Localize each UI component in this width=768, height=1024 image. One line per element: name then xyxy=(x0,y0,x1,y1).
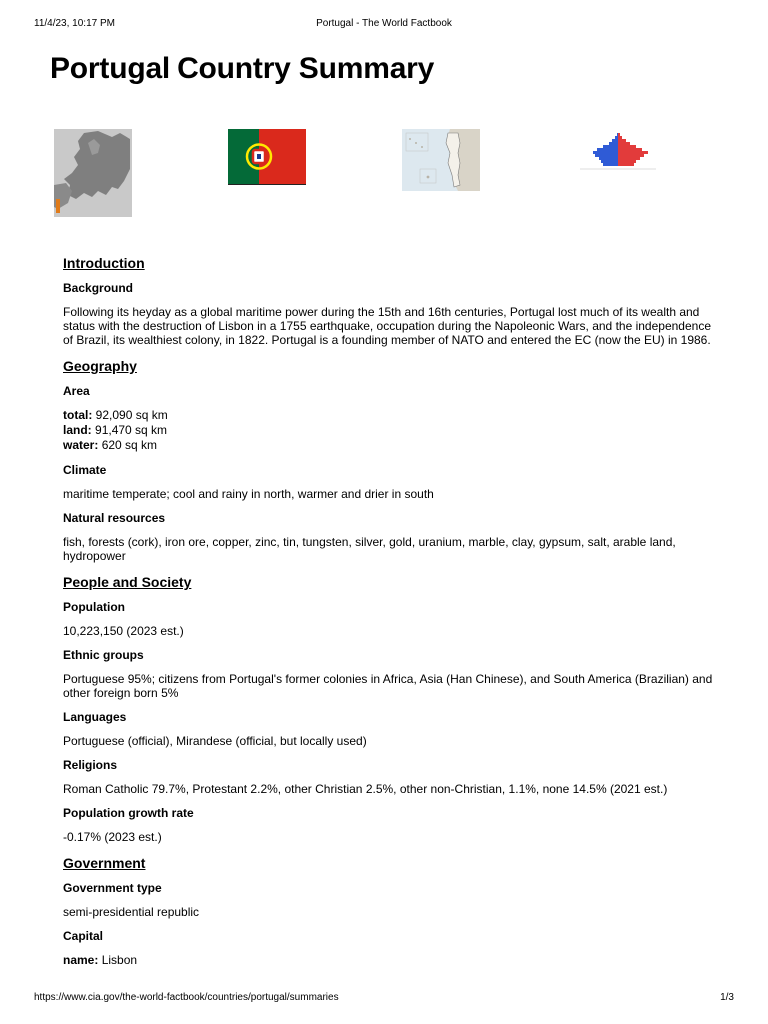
climate-text: maritime temperate; cool and rainy in north, warmer and drier in south xyxy=(63,487,434,501)
field-label-capital: Capital xyxy=(63,929,104,943)
population-growth-rate-text: -0.17% (2023 est.) xyxy=(63,830,162,844)
area-land-label: land: xyxy=(63,423,92,437)
area-land xyxy=(63,423,713,438)
population-pyramid-image[interactable] xyxy=(578,129,658,175)
section-heading-people-and-society[interactable]: People and Society xyxy=(63,574,192,590)
area-total-label: total: xyxy=(63,408,93,422)
field-label-religions: Religions xyxy=(63,758,118,772)
print-page-number: 1/3 xyxy=(720,992,734,1003)
area-values xyxy=(63,408,713,453)
religions-text: Roman Catholic 79.7%, Protestant 2.2%, other Christian 2.5%, other non-Christian, 1.1%, none 14.5% (2021 est.) xyxy=(63,782,668,796)
field-label-languages: Languages xyxy=(63,710,127,724)
area-water-value: 620 sq km xyxy=(101,438,158,452)
population-pyramid-icon xyxy=(578,129,658,175)
portugal-flag-icon xyxy=(228,129,306,185)
flag-image[interactable] xyxy=(228,129,306,185)
print-datetime: 11/4/23, 10:17 PM xyxy=(34,18,115,29)
print-url[interactable]: https://www.cia.gov/the-world-factbook/countries/portugal/summaries xyxy=(34,992,339,1003)
section-heading-introduction[interactable]: Introduction xyxy=(63,255,145,271)
portugal-map-icon xyxy=(402,129,480,191)
europe-map-icon xyxy=(54,129,132,217)
field-label-background: Background xyxy=(63,281,134,295)
capital-name-value: Lisbon xyxy=(101,953,138,967)
page-title-suffix: Country Summary xyxy=(177,52,435,85)
area-total xyxy=(63,408,713,423)
field-label-population-growth-rate: Population growth rate xyxy=(63,806,194,820)
population-text: 10,223,150 (2023 est.) xyxy=(63,624,184,638)
area-total-value: 92,090 sq km xyxy=(95,408,168,422)
summary-content xyxy=(63,254,713,977)
field-label-area: Area xyxy=(63,384,90,398)
capital-name xyxy=(63,953,713,967)
field-label-population: Population xyxy=(63,600,125,614)
page-title xyxy=(50,52,434,86)
print-page-title: Portugal - The World Factbook xyxy=(316,18,452,29)
ethnic-groups-text: Portuguese 95%; citizens from Portugal's former colonies in Africa, Asia (Han Chinese), and South America (Brazilian) and other foreign born 5% xyxy=(63,672,713,700)
languages-text: Portuguese (official), Mirandese (official, but locally used) xyxy=(63,734,367,748)
section-heading-geography[interactable]: Geography xyxy=(63,358,137,374)
field-label-climate: Climate xyxy=(63,463,107,477)
area-water xyxy=(63,438,713,453)
background-text: Following its heyday as a global maritime power during the 15th and 16th centuries, Portugal lost much of its wealth and status with the destruction of Lisbon in a 1755 earthquake, occupation during the Napoleonic Wars, and the independence of Brazil, its wealthiest colony, in 1822. Portugal is a founding member of NATO and entered the EC (now the EU) in 1986. xyxy=(63,305,711,347)
field-label-government-type: Government type xyxy=(63,881,162,895)
section-heading-government[interactable]: Government xyxy=(63,855,146,871)
page-title-country: Portugal xyxy=(50,52,171,85)
locator-map-image[interactable] xyxy=(54,129,132,217)
capital-name-label: name: xyxy=(63,953,99,967)
area-land-value: 91,470 sq km xyxy=(95,423,168,437)
country-map-image[interactable] xyxy=(402,129,480,191)
field-label-natural-resources: Natural resources xyxy=(63,511,166,525)
natural-resources-text: fish, forests (cork), iron ore, copper, zinc, tin, tungsten, silver, gold, uranium, marble, clay, gypsum, salt, arable land, hydropower xyxy=(63,535,676,563)
area-water-label: water: xyxy=(63,438,99,452)
field-label-ethnic-groups: Ethnic groups xyxy=(63,648,144,662)
government-type-text: semi-presidential republic xyxy=(63,905,200,919)
